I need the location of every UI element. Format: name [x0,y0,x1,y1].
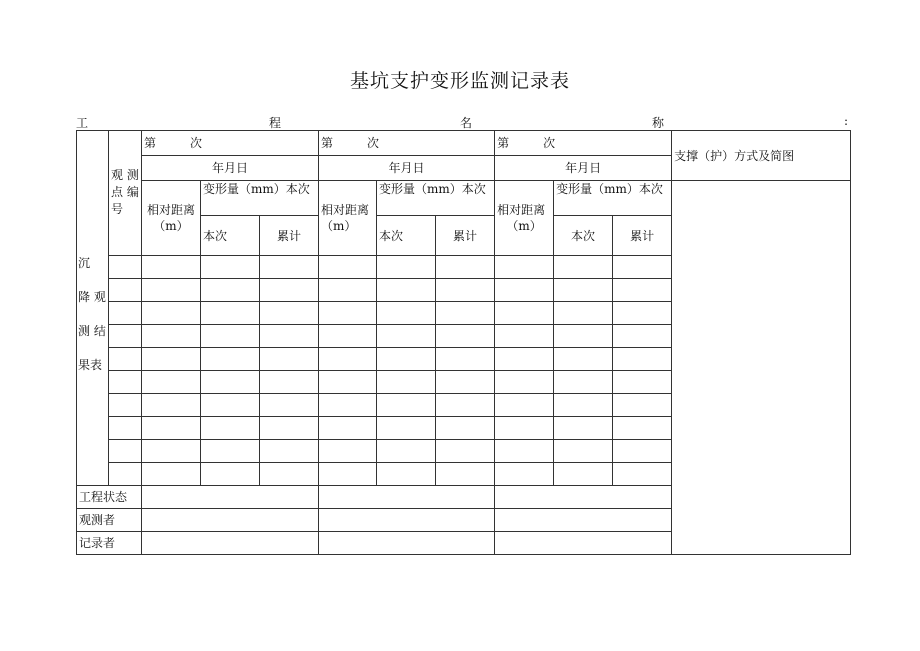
data-cell[interactable] [436,256,495,279]
data-cell[interactable] [377,325,436,348]
data-cell[interactable] [142,325,201,348]
project-colon: : [844,114,849,128]
data-cell[interactable] [554,463,613,486]
relative-distance-unit: （m） [506,219,542,233]
data-cell[interactable] [260,394,319,417]
data-cell[interactable] [613,417,672,440]
date-1: 年月日 [142,156,319,181]
this-time-header-2: 本次 [377,216,436,256]
data-cell[interactable] [436,348,495,371]
status-cell-2[interactable] [319,486,495,509]
data-cell[interactable] [142,256,201,279]
data-cell[interactable] [142,371,201,394]
project-status-label: 工程状态 [77,486,142,509]
data-cell[interactable] [613,325,672,348]
data-cell[interactable] [377,348,436,371]
point-number-header [109,131,142,256]
data-cell[interactable] [554,394,613,417]
round-suffix: 次 [367,136,380,150]
deformation-header-2: 变形量（mm）本次 [377,181,495,216]
data-cell[interactable] [142,440,201,463]
relative-distance-unit: （m） [153,219,189,233]
data-cell[interactable] [201,417,260,440]
data-cell[interactable] [201,394,260,417]
observer-cell-3[interactable] [495,509,672,532]
data-cell[interactable] [142,417,201,440]
this-time-header-1: 本次 [201,216,260,256]
data-cell[interactable] [613,256,672,279]
data-cell[interactable] [319,417,377,440]
data-cell[interactable] [495,440,554,463]
form-title: 基坑支护变形监测记录表 [349,70,570,92]
data-cell[interactable] [495,256,554,279]
relative-distance-header-3 [495,181,554,256]
data-cell[interactable] [109,394,142,417]
data-cell[interactable] [109,417,142,440]
data-cell[interactable] [319,440,377,463]
data-cell[interactable] [319,348,377,371]
data-cell[interactable] [260,440,319,463]
data-cell[interactable] [613,279,672,302]
data-cell[interactable] [260,302,319,325]
observer-cell-1[interactable] [142,509,319,532]
data-cell[interactable] [201,302,260,325]
round-prefix: 第 [497,136,510,150]
observer-label: 观测者 [77,509,142,532]
data-cell[interactable] [613,348,672,371]
project-name-line [76,114,850,130]
status-cell-1[interactable] [142,486,319,509]
relative-distance-label: 相对距离 [146,203,195,217]
observer-cell-2[interactable] [319,509,495,532]
data-cell[interactable] [436,279,495,302]
round-suffix: 次 [190,136,203,150]
this-time-header-3: 本次 [554,216,613,256]
data-cell[interactable] [109,348,142,371]
data-cell[interactable] [201,256,260,279]
project-char-2: 程 [269,116,282,130]
date-2: 年月日 [319,156,495,181]
data-cell[interactable] [260,325,319,348]
data-cell[interactable] [142,302,201,325]
data-cell[interactable] [319,279,377,302]
deformation-header-1: 变形量（mm）本次 [201,181,319,216]
support-method-header: 支撑（护）方式及简图 [672,131,851,181]
data-cell[interactable] [613,463,672,486]
data-cell[interactable] [201,371,260,394]
data-cell[interactable] [109,371,142,394]
data-cell[interactable] [142,463,201,486]
data-cell[interactable] [554,302,613,325]
data-cell[interactable] [201,440,260,463]
data-cell[interactable] [495,348,554,371]
relative-distance-label: 相对距离 [321,203,370,217]
project-char-3: 名 [460,116,473,130]
data-cell[interactable] [260,256,319,279]
side-label-line-2: 降 观 [78,290,106,304]
data-cell[interactable] [377,463,436,486]
cumulative-header-1: 累计 [260,216,319,256]
data-cell[interactable] [109,440,142,463]
cumulative-header-2: 累计 [436,216,495,256]
relative-distance-header-2 [319,181,377,256]
data-cell[interactable] [319,371,377,394]
data-cell[interactable] [377,417,436,440]
round-1-header [142,131,319,156]
data-cell[interactable] [319,302,377,325]
data-cell[interactable] [142,348,201,371]
data-cell[interactable] [613,371,672,394]
data-cell[interactable] [201,325,260,348]
point-number-line-2: 点 编 [111,185,139,199]
side-label-line-1: 沉 [78,256,91,270]
data-cell[interactable] [436,417,495,440]
side-label-line-3: 测 结 [78,324,106,338]
data-cell[interactable] [319,256,377,279]
data-cell[interactable] [201,279,260,302]
data-cell[interactable] [109,325,142,348]
side-label-cell [77,131,109,486]
data-cell[interactable] [319,325,377,348]
recorder-cell-1[interactable] [142,532,319,555]
side-label-line-4: 果表 [78,358,103,372]
relative-distance-unit: （m） [321,219,357,233]
data-cell[interactable] [260,371,319,394]
data-cell[interactable] [554,440,613,463]
recorder-label: 记录者 [77,532,142,555]
data-cell[interactable] [436,394,495,417]
data-cell[interactable] [613,394,672,417]
data-cell[interactable] [142,279,201,302]
data-cell[interactable] [109,463,142,486]
data-cell[interactable] [377,302,436,325]
data-cell[interactable] [436,302,495,325]
data-cell[interactable] [495,302,554,325]
data-cell[interactable] [377,394,436,417]
point-number-line-3: 号 [111,202,124,216]
round-prefix: 第 [144,136,157,150]
status-cell-3[interactable] [495,486,672,509]
data-cell[interactable] [377,440,436,463]
data-cell[interactable] [554,371,613,394]
data-cell[interactable] [495,463,554,486]
data-cell[interactable] [554,417,613,440]
data-cell[interactable] [109,256,142,279]
data-cell[interactable] [319,394,377,417]
data-cell[interactable] [377,279,436,302]
data-cell[interactable] [260,463,319,486]
data-cell[interactable] [495,325,554,348]
relative-distance-header-1 [142,181,201,256]
monitoring-table [76,130,851,555]
relative-distance-label: 相对距离 [497,203,546,217]
recorder-cell-3[interactable] [495,532,672,555]
round-2-header [319,131,495,156]
round-3-header [495,131,672,156]
data-cell[interactable] [613,440,672,463]
recorder-cell-2[interactable] [319,532,495,555]
data-cell[interactable] [201,463,260,486]
data-cell[interactable] [260,348,319,371]
data-cell[interactable] [495,371,554,394]
data-cell[interactable] [554,279,613,302]
data-cell[interactable] [436,371,495,394]
project-char-4: 称 [652,116,665,130]
data-cell[interactable] [436,440,495,463]
cumulative-header-3: 累计 [613,216,672,256]
data-cell[interactable] [495,417,554,440]
data-cell[interactable] [613,302,672,325]
data-cell[interactable] [377,256,436,279]
round-prefix: 第 [321,136,334,150]
data-cell[interactable] [201,348,260,371]
data-cell[interactable] [495,279,554,302]
support-diagram-area [672,181,851,555]
data-cell[interactable] [109,302,142,325]
data-cell[interactable] [377,371,436,394]
data-cell[interactable] [554,256,613,279]
data-cell[interactable] [319,463,377,486]
project-char-1: 工 [76,116,89,130]
date-3: 年月日 [495,156,672,181]
data-cell[interactable] [109,279,142,302]
data-cell[interactable] [142,394,201,417]
point-number-line-1: 观 测 [111,168,139,182]
data-cell[interactable] [260,279,319,302]
data-cell[interactable] [554,325,613,348]
deformation-header-3: 变形量（mm）本次 [554,181,672,216]
data-cell[interactable] [260,417,319,440]
round-suffix: 次 [543,136,556,150]
data-cell[interactable] [495,394,554,417]
data-cell[interactable] [436,325,495,348]
data-cell[interactable] [554,348,613,371]
data-cell[interactable] [436,463,495,486]
